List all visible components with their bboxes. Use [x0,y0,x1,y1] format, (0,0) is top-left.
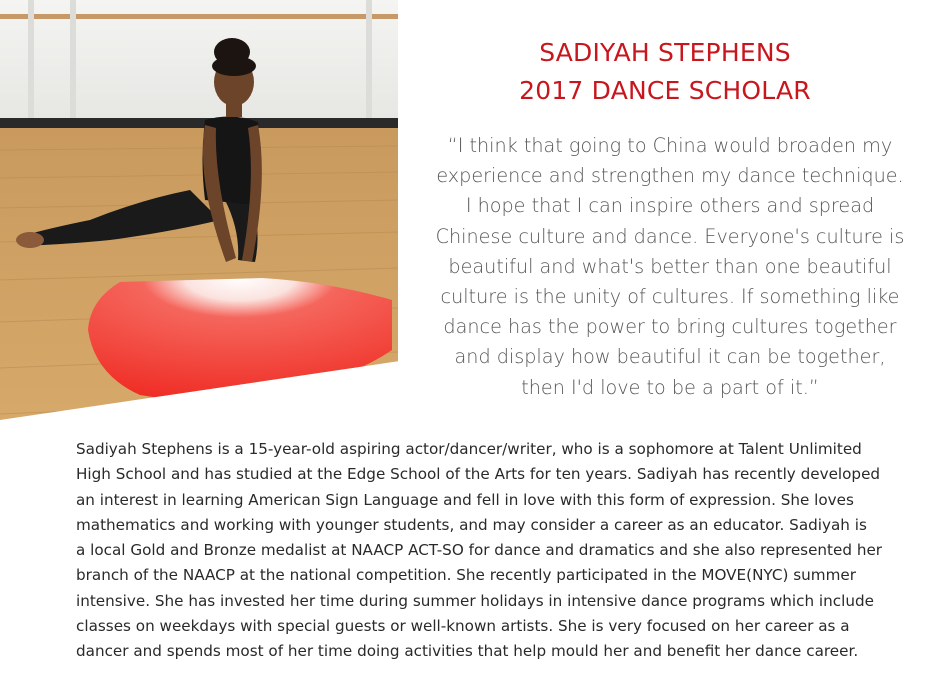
bio-line: an interest in learning American Sign Language and fell in love with this form of expression. She loves [76,490,854,509]
scholar-subtitle: 2017 DANCE SCHOLAR [519,76,811,105]
quote-line: culture is the unity of cultures. If something like [440,285,900,309]
bio-line: branch of the NAACP at the national competition. She recently participated in the MOVE(NYC) summer [76,566,856,585]
quote-line: and display how beautiful it can be together, [454,345,886,369]
bio-line: mathematics and working with younger students, and may consider a career as an educator. Sadiyah is [76,515,867,534]
quote-line: experience and strengthen my dance technique. [436,164,904,188]
quote-line: dance has the power to bring cultures together [443,315,897,339]
quote-line: I hope that I can inspire others and spread [465,194,875,218]
scholar-quote [422,131,918,403]
bio-line: dancer and spends most of her time doing activities that help mould her and benefit her dance career. [76,642,859,661]
quote-line: then I'd love to be a part of it.” [521,375,819,399]
scholar-title [430,34,900,110]
quote-line: Chinese culture and dance. Everyone's culture is [435,224,905,248]
bio-line: Sadiyah Stephens is a 15-year-old aspiring actor/dancer/writer, who is a sophomore at Talent Unlimited [76,440,862,458]
bio-line: classes on weekdays with special guests or well-known artists. She is very focused on her career as a [76,617,850,636]
dancer-photo [0,0,398,420]
bio-line: High School and has studied at the Edge School of the Arts for ten years. Sadiyah has recently developed [76,465,881,484]
dancer-photo-illustration [0,0,398,420]
bio-line: intensive. She has invested her time during summer holidays in intensive dance programs which include [76,591,874,610]
quote-line: “I think that going to China would broaden my [447,134,893,157]
scholar-biography [76,437,916,665]
scholar-name: SADIYAH STEPHENS [539,38,791,67]
quote-line: beautiful and what's better than one beautiful [448,254,892,278]
bio-line: a local Gold and Bronze medalist at NAACP ACT-SO for dance and dramatics and she also represented her [76,541,883,560]
